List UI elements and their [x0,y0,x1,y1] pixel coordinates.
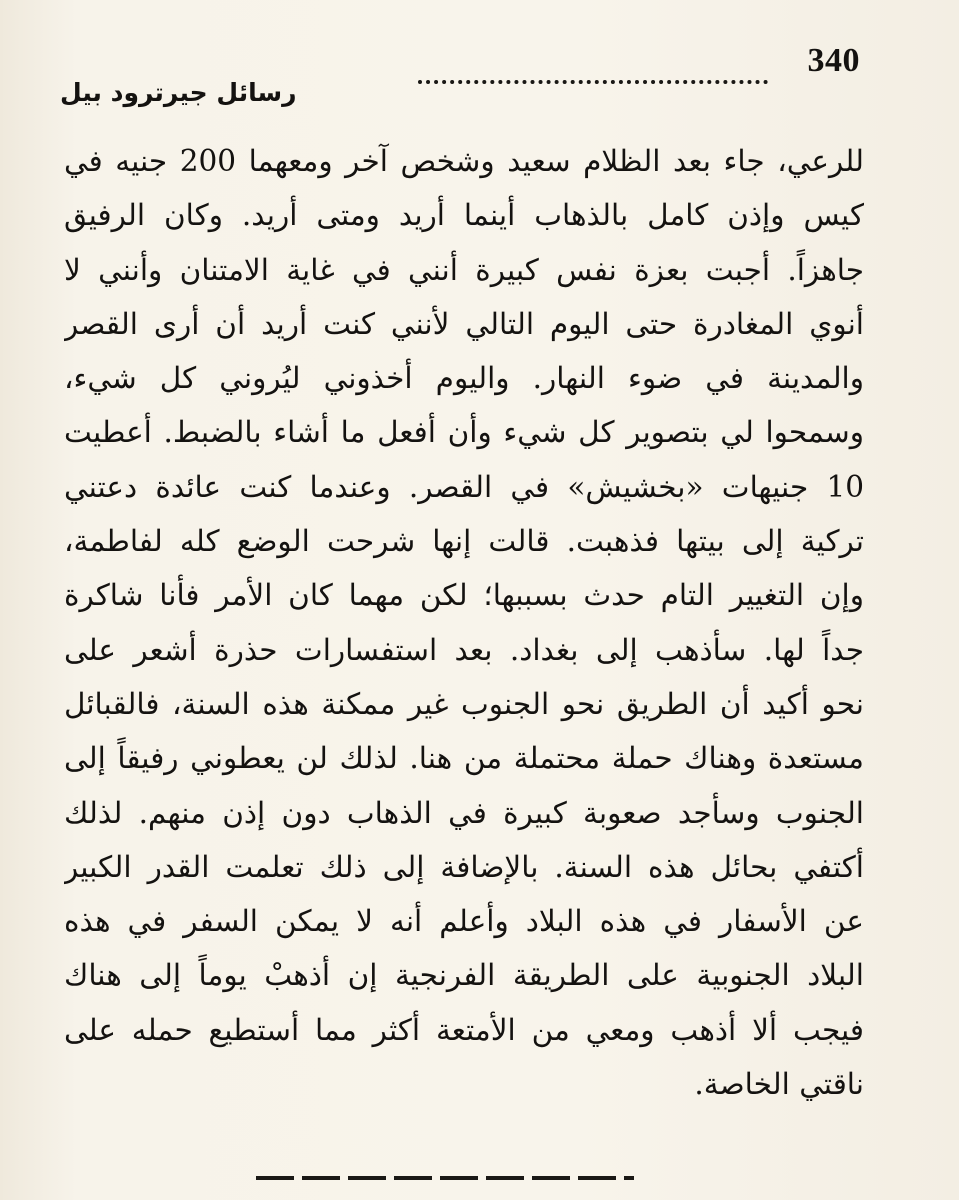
text-line: الجنوب وسأجد صعوبة كبيرة في الذهاب دون إذن منهم. لذلك [64,795,864,830]
text-line: تركية إلى بيتها فذهبت. قالت إنها شرحت الوضع كله لفاطمة، [64,524,864,559]
dotted-leader [418,80,768,84]
text-line: نحو أكيد أن الطريق نحو الجنوب غير ممكنة هذه السنة، فالقبائل [64,686,864,721]
text-line: أكتفي بحائل هذه السنة. بالإضافة إلى ذلك تعلمت القدر الكبير [64,849,864,884]
body-text [64,134,864,1111]
text-line: عن الأسفار في هذه البلاد وأعلم أنه لا يمكن السفر في هذه [64,904,864,939]
text-line: للرعي، جاء بعد الظلام سعيد وشخص آخر ومعهما 200 جنيه في [64,144,864,178]
page-number: 340 [807,42,860,79]
text-line: أنوي المغادرة حتى اليوم التالي لأنني كنت أريد أن أرى القصر [64,306,864,341]
footer-dashed-rule [256,1176,634,1180]
text-line-last: ناقتي الخاصة. [694,1067,864,1102]
text-line: مستعدة وهناك حملة محتملة من هنا. لذلك لن يعطوني رفيقاً إلى [64,741,864,776]
text-line: وسمحوا لي بتصوير كل شيء وأن أفعل ما أشاء بالضبط. أعطيت [64,415,864,450]
text-line: البلاد الجنوبية على الطريقة الفرنجية إن أذهبْ يوماً إلى هناك [64,958,864,993]
page-header [60,42,860,122]
text-line: جداً لها. سأذهب إلى بغداد. بعد استفسارات حذرة أشعر على [64,632,864,667]
text-line: 10 جنيهات «بخشيش» في القصر. وعندما كنت عائدة دعتني [64,469,864,504]
text-line: كيس وإذن كامل بالذهاب أينما أريد ومتى أريد. وكان الرفيق [64,198,864,233]
text-line: جاهزاً. أجبت بعزة نفس كبيرة أنني في غاية الامتنان وأنني لا [64,252,864,287]
text-line: فيجب ألا أذهب ومعي من الأمتعة أكثر مما أستطيع حمله على [64,1012,864,1047]
text-line: والمدينة في ضوء النهار. واليوم أخذوني ليُروني كل شيء، [64,361,864,396]
text-line: وإن التغيير التام حدث بسببها؛ لكن مهما كان الأمر فأنا شاكرة [64,578,864,613]
running-title: رسائل جيرترود بيل [60,78,297,107]
